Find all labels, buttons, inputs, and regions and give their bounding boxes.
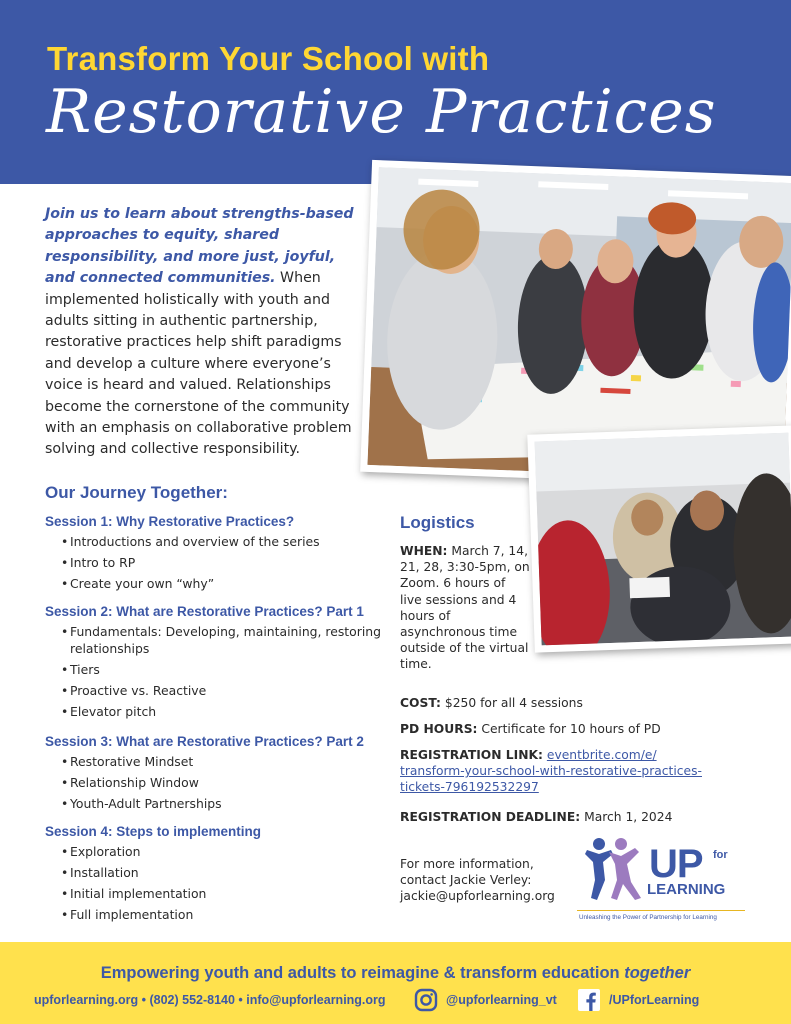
facebook-icon[interactable] xyxy=(577,988,601,1012)
session-items xyxy=(45,843,395,923)
session-4 xyxy=(45,824,395,927)
slogan-main: Empowering youth and adults to reimagine & transform education xyxy=(100,964,625,982)
session-items xyxy=(45,753,395,812)
instagram-icon[interactable] xyxy=(414,988,438,1012)
list-item: • Exploration xyxy=(61,843,395,860)
logistics-registration xyxy=(400,747,740,796)
photo-small-group xyxy=(527,425,791,652)
contact-info xyxy=(400,856,570,905)
footer-contact: upforlearning.org • (802) 552-8140 • info@upforlearning.org xyxy=(34,993,386,1007)
logistics-when xyxy=(400,543,530,673)
list-item: • Initial implementation xyxy=(61,885,395,902)
list-item: • Relationship Window xyxy=(61,774,395,791)
footer-banner xyxy=(0,942,791,1024)
logo-for: for xyxy=(713,849,728,861)
title-line-2: Restorative Practices xyxy=(46,77,717,147)
deadline-label: REGISTRATION DEADLINE: xyxy=(400,810,581,824)
logistics-pd-hours xyxy=(400,721,740,737)
logistics-deadline xyxy=(400,809,740,825)
list-item: • Fundamentals: Developing, maintaining, restoring relationships xyxy=(61,623,395,657)
when-value: March 7, 14, 21, 28, 3:30-5pm, on Zoom. 6 hours of live sessions and 4 hours of asynchronous time outside of the virtual time. xyxy=(400,544,530,672)
header-banner xyxy=(0,0,791,184)
instagram-handle[interactable]: @upforlearning_vt xyxy=(446,993,557,1007)
session-items xyxy=(45,623,395,720)
logo-up: UP xyxy=(649,842,703,886)
contact-email[interactable]: jackie@upforlearning.org xyxy=(400,889,555,904)
intro-body: When implemented holistically with youth and adults sitting in authentic partnership, restorative practices help shift paradigms and develop a culture where everyone’s voice is heard and valued. Relationships become the cornerstone of the community with an emphasis on collaborative problem solving and collective responsibility. xyxy=(45,270,352,458)
logo-figures-icon xyxy=(577,836,647,906)
session-items xyxy=(45,533,395,592)
logo-divider xyxy=(577,910,745,911)
list-item: • Elevator pitch xyxy=(61,703,395,720)
list-item: • Youth-Adult Partnerships xyxy=(61,795,395,812)
session-title: Session 1: Why Restorative Practices? xyxy=(45,514,295,529)
registration-link-line2[interactable]: transform-your-school-with-restorative-practices- xyxy=(400,764,702,779)
list-item: • Intro to RP xyxy=(61,554,395,571)
logo-learning: LEARNING xyxy=(647,881,726,898)
list-item: • Proactive vs. Reactive xyxy=(61,682,395,699)
cost-value: $250 for all 4 sessions xyxy=(444,696,583,710)
registration-link-line3[interactable]: tickets-796192532297 xyxy=(400,780,539,795)
session-title: Session 4: Steps to implementing xyxy=(45,824,262,839)
slogan-emphasis: together xyxy=(624,964,691,982)
footer-slogan xyxy=(0,964,791,983)
title-line-1: Transform Your School with xyxy=(47,40,490,77)
session-title: Session 2: What are Restorative Practices? Part 1 xyxy=(45,604,364,619)
list-item: • Create your own “why” xyxy=(61,575,395,592)
logistics-heading: Logistics xyxy=(400,513,475,532)
registration-link[interactable]: eventbrite.com/e/ xyxy=(546,748,657,762)
when-label: WHEN: xyxy=(400,544,448,558)
info-line-1: For more information, xyxy=(400,857,534,871)
facebook-handle[interactable]: /UPforLearning xyxy=(609,993,700,1007)
session-2 xyxy=(45,604,395,724)
deadline-value: March 1, 2024 xyxy=(584,810,673,824)
session-title: Session 3: What are Restorative Practices? Part 2 xyxy=(45,734,364,749)
pd-label: PD HOURS: xyxy=(400,722,478,736)
intro-lead: Join us to learn about strengths-based approaches to equity, shared responsibility, and more just, joyful, and connected communities. xyxy=(45,206,354,287)
logistics-cost xyxy=(400,695,740,711)
list-item: • Introductions and overview of the series xyxy=(61,533,395,550)
session-3 xyxy=(45,734,395,816)
journey-heading: Our Journey Together: xyxy=(45,483,228,502)
reg-label: REGISTRATION LINK: xyxy=(400,748,543,762)
intro-paragraph xyxy=(45,204,357,461)
list-item: • Full implementation xyxy=(61,906,395,923)
session-1 xyxy=(45,514,395,596)
pd-value: Certificate for 10 hours of PD xyxy=(481,722,661,736)
cost-label: COST: xyxy=(400,696,441,710)
list-item: • Installation xyxy=(61,864,395,881)
list-item: • Restorative Mindset xyxy=(61,753,395,770)
list-item: • Tiers xyxy=(61,661,395,678)
info-line-2: contact Jackie Verley: xyxy=(400,873,532,888)
logo-tagline: Unleashing the Power of Partnership for Learning xyxy=(579,914,717,921)
up-for-learning-logo xyxy=(575,836,755,928)
